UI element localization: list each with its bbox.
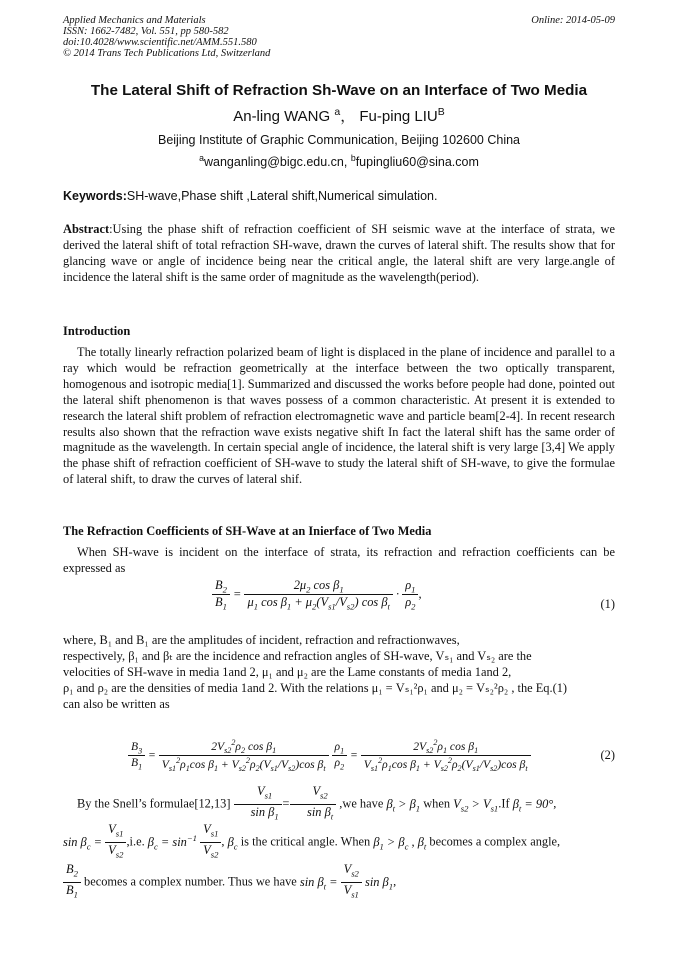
online-date: Online: 2014-05-09 xyxy=(531,15,615,26)
complex-number-line: $\frac{B_2}{B_1}$ becomes a complex number. Thus we have $\sin \beta_t$ = $\frac{V_{s2}}{V_{s1}}$ $\sin \beta_1$, xyxy=(63,862,623,904)
where-line-1: where, B₁ and B₁ are the amplitudes of incident, refraction and refractionwaves, xyxy=(63,633,460,647)
journal-name: Applied Mechanics and Materials xyxy=(63,15,206,26)
running-header xyxy=(63,15,270,59)
author-1-affil: a xyxy=(334,106,341,118)
last-text-a: becomes a complex number. Thus we have xyxy=(84,874,297,889)
where-line-2: respectively, β₁ and βₜ are the incidence and refraction angles of SH-wave, Vₛ₁ and Vₛ₂ are the xyxy=(63,648,532,663)
keywords-text: SH-wave,Phase shift ,Lateral shift,Numerical simulation. xyxy=(126,189,438,203)
email-2: fupingliu60@sina.com xyxy=(355,155,479,170)
where-line-4: ρ₁ and ρ₂ are the densities of media 1and 2. With the relations μ₁ = Vₛ₁²ρ₁ and μ₂ = Vₛ₂²ρ₂ , the Eq.(1) xyxy=(63,680,568,695)
section-heading: The Refraction Coefficients of SH-Wave at an Inierface of Two Media xyxy=(63,524,432,538)
issn-line: ISSN: 1662-7482, Vol. 551, pp 580-582 xyxy=(63,26,229,37)
abstract xyxy=(63,222,615,286)
snell-line: By the Snell’s formulae[12,13] $\frac{V_{s1}}{\sin \beta_1}$ = $\frac{V_{s2}}{\sin \beta_t}$ ,we have $\beta_t > \beta_1$ when $V_{s2} > V_{s1}.If$ $\beta_t = 90^\circ$, xyxy=(63,784,623,826)
where-line-5: can also be written as xyxy=(63,696,170,711)
doi-line: doi:10.4028/www.scientific.net/AMM.551.580 xyxy=(63,37,257,48)
abstract-label: Abstract xyxy=(63,222,110,236)
email-1: wanganling@bigc.edu.cn, xyxy=(203,155,348,170)
equation-2-number: (2) xyxy=(600,748,615,762)
author-2-affil: B xyxy=(437,106,445,118)
equation-2: $\frac{B_3}{B_1}$ = $\frac{2V_{s2}^2\rho_2 \cos \beta_1}{V_{s1}^2\rho_1\cos \beta_1 + V_{s2}^2\rho_2(V_{s1}/V_{s2})\cos \beta_t}$ $\frac{\rho_1}{\rho_2}$ = $\frac{2V_{s2}^2\rho_1 \cos \beta_1}{V_{s1}^2\rho_1\cos \beta_1 + V_{s2}^2\rho_2(V_{s1}/V_{s2})\cos \beta_t}$ xyxy=(128,738,531,773)
section-intro: When SH-wave is incident on the interface of strata, its refraction and refraction coefficients can be expressed as xyxy=(63,545,615,575)
author-line xyxy=(40,105,638,126)
keywords-label: Keywords: xyxy=(63,189,127,203)
last-text-b: , xyxy=(393,874,397,889)
critical-text-a: ,i.e. xyxy=(126,834,145,849)
author-2: Fu-ping LIU xyxy=(359,108,438,125)
critical-text-b: is the critical angle. When xyxy=(240,834,371,849)
where-line-3: velocities of SH-wave in media 1and 2, μ₁ and μ₂ are the Lame constants of media 1and 2, xyxy=(63,664,512,679)
intro-heading: Introduction xyxy=(63,324,131,338)
critical-text-c: becomes a complex angle, xyxy=(429,834,561,849)
email-2-marker: b xyxy=(350,153,356,163)
snell-text-b: ,we have xyxy=(339,796,384,811)
snell-eq: $\frac{V_{s1}}{\sin \beta_1}$ xyxy=(234,784,282,826)
affiliation: Beijing Institute of Graphic Communication, Beijing 102600 China xyxy=(157,133,520,147)
email-line xyxy=(40,153,638,169)
snell-text-c: when xyxy=(423,796,451,811)
keywords xyxy=(63,189,437,203)
snell-text-d: .If xyxy=(498,796,510,811)
critical-angle-line: $\sin \beta_c$ = $\frac{V_{s1}}{V_{s2}}$ ,i.e. $\beta_c = \sin^{-1}$ $\frac{V_{s1}}{V_{s2}}$ , $\beta_c$ is the critical angle. When $\beta_1 > \beta_c$ , $\beta_t$ becomes a complex angle, xyxy=(63,822,623,864)
equation-1-number: (1) xyxy=(600,597,615,611)
equation-1: $\frac{B_2}{B_1}$ = $\frac{2\mu_2 \cos \beta_1}{\mu_1 \cos \beta_1 + \mu_2(V_{s1}/V_{s2}) \cos \beta_t}$ · $\frac{\rho_1}{\rho_2}$ , xyxy=(212,578,422,612)
where-paragraph xyxy=(63,633,615,713)
snell-text-a: By the Snell’s formulae[12,13] xyxy=(77,796,231,811)
intro-paragraph: The totally linearly refraction polarized beam of light is displaced in the plane of incidence and parallel to a ray which would be refraction geometrically at the interface between the two optically transparent, homogenous and isotropic media[1]. Summarized and discussed the works before people had done, pointed out the lateral shift phenomenon is that waves possess of a common characteristic. At present it is extended to research the lateral shift problem of refraction electromagnetic wave and particle beam[2-4]. In recent research results also shown that the refraction wave exists negative shift In fact the lateral shift has the same order of magnitude as the wavelength. In certain special angle of incidence, the lateral shift is very large [3,4] We apply the phase shift of refraction coefficient of SH-wave to study the lateral shift of SH-wave, to give the formulae of lateral shift, to draw the curves of lateral shif. xyxy=(63,345,615,487)
author-1: An-ling WANG xyxy=(233,108,331,125)
email-1-marker: a xyxy=(199,153,204,163)
abstract-text: :Using the phase shift of refraction coefficient of SH seismic wave at the interface of strata, we derived the lateral shift of total refraction SH-wave, drawn the curves of lateral shift. The results show that for glancing wave or angle of incidence being near the critical angle, the lateral shift are very large.angle of incidence the lateral shift is the same order of magnitude as the wavelength(period). xyxy=(63,222,615,284)
paper-title: The Lateral Shift of Refraction Sh-Wave on an Interface of Two Media xyxy=(90,82,588,99)
author-separator: ， xyxy=(340,108,356,125)
copyright-line: © 2014 Trans Tech Publications Ltd, Switzerland xyxy=(63,48,271,59)
